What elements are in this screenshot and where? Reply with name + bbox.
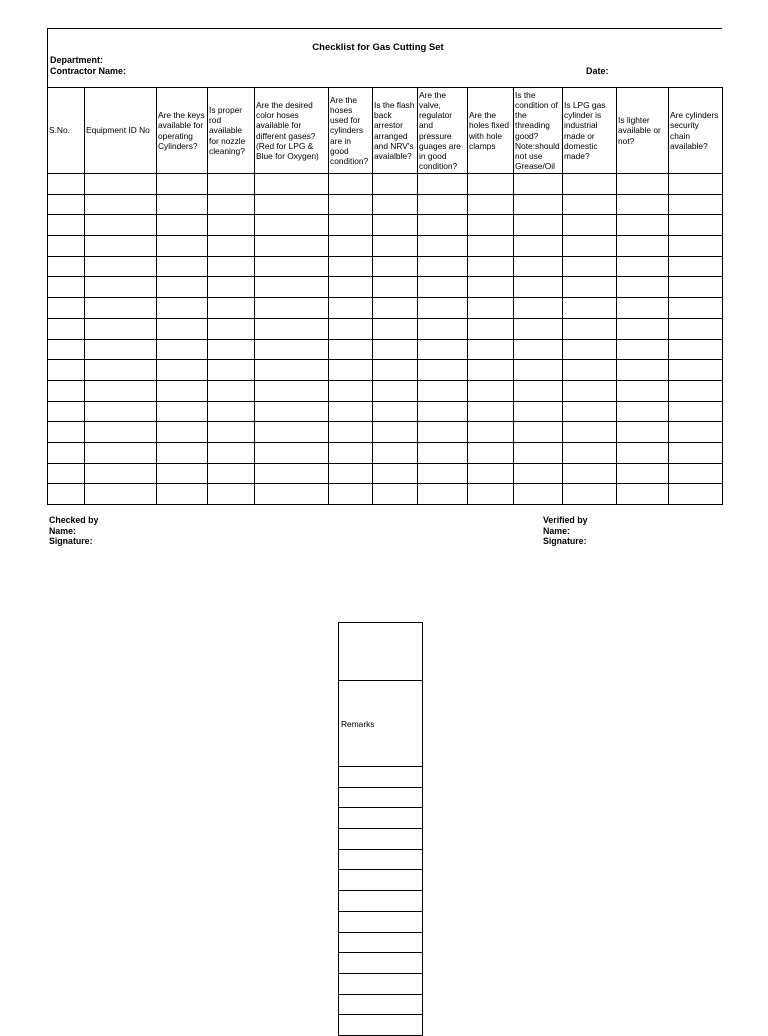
table-cell[interactable] — [418, 318, 468, 339]
table-row — [48, 380, 723, 401]
table-cell[interactable] — [468, 442, 514, 463]
table-cell[interactable] — [85, 442, 157, 463]
table-cell[interactable] — [617, 442, 669, 463]
table-cell[interactable] — [563, 401, 617, 422]
table-cell[interactable] — [468, 463, 514, 484]
table-cell[interactable] — [617, 380, 669, 401]
table-cell[interactable] — [329, 463, 373, 484]
checked-by-name-label: Name: — [49, 525, 76, 536]
table-cell[interactable] — [563, 463, 617, 484]
table-cell[interactable] — [208, 236, 255, 257]
table-cell[interactable] — [617, 484, 669, 505]
column-header: S.No. — [48, 88, 85, 174]
table-cell[interactable] — [329, 318, 373, 339]
table-cell[interactable] — [329, 360, 373, 381]
remarks-table — [338, 622, 423, 1036]
remarks-row — [339, 849, 423, 870]
table-cell[interactable] — [514, 236, 563, 257]
table-cell[interactable] — [514, 174, 563, 195]
table-cell[interactable] — [255, 215, 329, 236]
table-cell[interactable] — [514, 463, 563, 484]
table-cell[interactable] — [563, 360, 617, 381]
table-cell[interactable] — [669, 256, 723, 277]
table-cell[interactable] — [669, 442, 723, 463]
remarks-row — [339, 891, 423, 912]
table-cell[interactable] — [373, 236, 418, 257]
table-cell[interactable] — [563, 236, 617, 257]
verified-by-block — [543, 515, 588, 547]
remarks-cell[interactable] — [339, 911, 423, 932]
form-title: Checklist for Gas Cutting Set — [312, 42, 444, 53]
remarks-cell[interactable] — [339, 994, 423, 1015]
table-cell[interactable] — [514, 277, 563, 298]
table-cell[interactable] — [329, 298, 373, 319]
table-row — [48, 442, 723, 463]
table-cell[interactable] — [48, 256, 85, 277]
table-cell[interactable] — [255, 463, 329, 484]
table-cell[interactable] — [329, 215, 373, 236]
table-cell[interactable] — [48, 463, 85, 484]
remarks-row — [339, 767, 423, 788]
table-row — [48, 339, 723, 360]
table-cell[interactable] — [373, 380, 418, 401]
table-cell[interactable] — [514, 401, 563, 422]
table-cell[interactable] — [255, 318, 329, 339]
checked-by-heading: Checked by — [49, 515, 99, 525]
table-cell[interactable] — [208, 194, 255, 215]
table-cell[interactable] — [48, 442, 85, 463]
table-cell[interactable] — [563, 215, 617, 236]
table-cell[interactable] — [373, 401, 418, 422]
table-cell[interactable] — [669, 194, 723, 215]
table-cell[interactable] — [157, 215, 208, 236]
table-cell[interactable] — [85, 380, 157, 401]
remarks-row — [339, 973, 423, 994]
table-cell[interactable] — [669, 236, 723, 257]
table-cell[interactable] — [468, 174, 514, 195]
table-cell[interactable] — [468, 298, 514, 319]
table-cell[interactable] — [563, 422, 617, 443]
table-cell[interactable] — [563, 484, 617, 505]
table-cell[interactable] — [255, 442, 329, 463]
table-cell[interactable] — [514, 256, 563, 277]
table-cell[interactable] — [514, 360, 563, 381]
table-cell[interactable] — [617, 360, 669, 381]
table-cell[interactable] — [468, 360, 514, 381]
table-cell[interactable] — [208, 463, 255, 484]
table-cell[interactable] — [373, 215, 418, 236]
table-row — [48, 174, 723, 195]
table-cell[interactable] — [373, 339, 418, 360]
table-cell[interactable] — [208, 215, 255, 236]
table-cell[interactable] — [617, 277, 669, 298]
table-cell[interactable] — [48, 174, 85, 195]
table-cell[interactable] — [255, 277, 329, 298]
table-cell[interactable] — [329, 174, 373, 195]
table-cell[interactable] — [85, 484, 157, 505]
table-cell[interactable] — [208, 277, 255, 298]
table-cell[interactable] — [468, 380, 514, 401]
remarks-row — [339, 953, 423, 974]
table-row — [48, 194, 723, 215]
remarks-cell[interactable] — [339, 808, 423, 829]
table-row — [48, 298, 723, 319]
table-cell[interactable] — [48, 401, 85, 422]
form-header — [47, 28, 722, 87]
remarks-cell[interactable] — [339, 953, 423, 974]
table-cell[interactable] — [208, 422, 255, 443]
table-row — [48, 422, 723, 443]
table-cell[interactable] — [255, 236, 329, 257]
table-cell[interactable] — [418, 484, 468, 505]
table-cell[interactable] — [418, 339, 468, 360]
table-cell[interactable] — [617, 256, 669, 277]
table-cell[interactable] — [48, 339, 85, 360]
table-cell[interactable] — [85, 422, 157, 443]
table-cell[interactable] — [373, 256, 418, 277]
table-cell[interactable] — [208, 380, 255, 401]
remarks-row — [339, 994, 423, 1015]
table-cell[interactable] — [617, 401, 669, 422]
table-cell[interactable] — [373, 194, 418, 215]
verified-by-signature-label: Signature: — [543, 536, 587, 547]
table-cell[interactable] — [563, 194, 617, 215]
table-cell[interactable] — [563, 339, 617, 360]
table-cell[interactable] — [85, 256, 157, 277]
table-cell[interactable] — [329, 236, 373, 257]
table-cell[interactable] — [157, 236, 208, 257]
table-cell[interactable] — [373, 277, 418, 298]
table-cell[interactable] — [85, 339, 157, 360]
table-cell[interactable] — [48, 194, 85, 215]
table-row — [48, 277, 723, 298]
table-cell[interactable] — [85, 194, 157, 215]
table-cell[interactable] — [255, 422, 329, 443]
table-cell[interactable] — [85, 463, 157, 484]
table-cell[interactable] — [418, 360, 468, 381]
table-cell[interactable] — [669, 174, 723, 195]
table-cell[interactable] — [514, 215, 563, 236]
table-row — [48, 463, 723, 484]
table-cell[interactable] — [329, 484, 373, 505]
table-cell[interactable] — [255, 298, 329, 319]
table-cell[interactable] — [514, 484, 563, 505]
remarks-row — [339, 932, 423, 953]
table-cell[interactable] — [255, 484, 329, 505]
column-header: Is LPG gas cylinder is industrial made or domestic made? — [563, 88, 617, 174]
remarks-row — [339, 829, 423, 850]
table-cell[interactable] — [48, 484, 85, 505]
table-cell[interactable] — [255, 380, 329, 401]
table-cell[interactable] — [255, 256, 329, 277]
table-cell[interactable] — [514, 298, 563, 319]
table-cell[interactable] — [669, 380, 723, 401]
table-cell[interactable] — [563, 298, 617, 319]
table-cell[interactable] — [468, 236, 514, 257]
table-cell[interactable] — [373, 484, 418, 505]
remarks-cell[interactable] — [339, 767, 423, 788]
table-cell[interactable] — [48, 215, 85, 236]
table-cell[interactable] — [208, 256, 255, 277]
table-cell[interactable] — [418, 380, 468, 401]
table-cell[interactable] — [617, 463, 669, 484]
table-cell[interactable] — [329, 339, 373, 360]
table-cell[interactable] — [85, 277, 157, 298]
table-cell[interactable] — [669, 463, 723, 484]
table-row — [48, 484, 723, 505]
table-cell[interactable] — [157, 318, 208, 339]
table-cell[interactable] — [418, 174, 468, 195]
table-cell[interactable] — [255, 194, 329, 215]
table-cell[interactable] — [563, 256, 617, 277]
table-cell[interactable] — [514, 194, 563, 215]
table-cell[interactable] — [468, 484, 514, 505]
table-cell[interactable] — [468, 194, 514, 215]
table-cell[interactable] — [48, 236, 85, 257]
table-cell[interactable] — [373, 360, 418, 381]
table-cell[interactable] — [85, 401, 157, 422]
table-cell[interactable] — [208, 484, 255, 505]
remarks-cell[interactable] — [339, 787, 423, 808]
table-cell[interactable] — [514, 339, 563, 360]
table-cell[interactable] — [329, 256, 373, 277]
table-cell[interactable] — [329, 401, 373, 422]
contractor-name-label: Contractor Name: — [50, 66, 127, 76]
table-cell[interactable] — [418, 401, 468, 422]
table-cell[interactable] — [468, 401, 514, 422]
column-header: Are the valve, regulator and pressure guages are in good condition? — [418, 88, 468, 174]
table-cell[interactable] — [418, 277, 468, 298]
table-cell[interactable] — [157, 298, 208, 319]
checked-by-block — [49, 515, 98, 547]
table-cell[interactable] — [669, 360, 723, 381]
table-cell[interactable] — [157, 194, 208, 215]
table-row — [48, 215, 723, 236]
table-cell[interactable] — [669, 422, 723, 443]
table-cell[interactable] — [418, 422, 468, 443]
table-row — [48, 401, 723, 422]
table-cell[interactable] — [329, 380, 373, 401]
table-cell[interactable] — [669, 318, 723, 339]
table-cell[interactable] — [669, 277, 723, 298]
table-cell[interactable] — [157, 401, 208, 422]
table-cell[interactable] — [418, 256, 468, 277]
remarks-row — [339, 911, 423, 932]
table-cell[interactable] — [255, 339, 329, 360]
table-cell[interactable] — [157, 360, 208, 381]
table-cell[interactable] — [617, 298, 669, 319]
table-cell[interactable] — [157, 339, 208, 360]
column-header: Are the hoses used for cylinders are in good condition? — [329, 88, 373, 174]
table-cell[interactable] — [157, 422, 208, 443]
table-cell[interactable] — [468, 215, 514, 236]
table-cell[interactable] — [514, 422, 563, 443]
table-cell[interactable] — [563, 318, 617, 339]
table-cell[interactable] — [48, 318, 85, 339]
table-cell[interactable] — [208, 339, 255, 360]
table-cell[interactable] — [418, 442, 468, 463]
table-cell[interactable] — [617, 339, 669, 360]
verified-by-heading: Verified by — [543, 515, 588, 525]
table-cell[interactable] — [373, 174, 418, 195]
table-cell[interactable] — [85, 318, 157, 339]
table-row — [48, 318, 723, 339]
table-cell[interactable] — [48, 422, 85, 443]
table-cell[interactable] — [208, 318, 255, 339]
table-cell[interactable] — [468, 277, 514, 298]
table-cell[interactable] — [48, 277, 85, 298]
table-cell[interactable] — [85, 174, 157, 195]
checklist-table — [47, 87, 723, 505]
table-cell[interactable] — [329, 194, 373, 215]
remarks-row — [339, 787, 423, 808]
department-label: Department: — [50, 55, 104, 65]
table-cell[interactable] — [208, 298, 255, 319]
checked-by-signature-label: Signature: — [49, 536, 93, 547]
table-cell[interactable] — [85, 360, 157, 381]
remarks-cell[interactable] — [339, 849, 423, 870]
remarks-cell[interactable] — [339, 891, 423, 912]
table-cell[interactable] — [329, 422, 373, 443]
column-header: Are the keys available for operating Cylinders? — [157, 88, 208, 174]
table-cell[interactable] — [669, 484, 723, 505]
column-header: Are the holes fixed with hole clamps — [468, 88, 514, 174]
table-cell[interactable] — [48, 380, 85, 401]
column-header: Is lighter available or not? — [617, 88, 669, 174]
table-cell[interactable] — [617, 194, 669, 215]
table-cell[interactable] — [669, 298, 723, 319]
verified-by-name-label: Name: — [543, 525, 570, 536]
table-cell[interactable] — [373, 318, 418, 339]
table-cell[interactable] — [468, 318, 514, 339]
table-cell[interactable] — [157, 277, 208, 298]
table-cell[interactable] — [157, 174, 208, 195]
table-cell[interactable] — [157, 484, 208, 505]
table-cell[interactable] — [563, 277, 617, 298]
table-cell[interactable] — [329, 442, 373, 463]
column-header: Equipment ID No — [85, 88, 157, 174]
table-cell[interactable] — [157, 380, 208, 401]
table-cell[interactable] — [48, 298, 85, 319]
table-cell[interactable] — [617, 422, 669, 443]
table-cell[interactable] — [418, 463, 468, 484]
table-cell[interactable] — [208, 401, 255, 422]
table-row — [48, 360, 723, 381]
table-cell[interactable] — [514, 380, 563, 401]
table-row — [48, 236, 723, 257]
table-cell[interactable] — [255, 360, 329, 381]
remarks-row — [339, 870, 423, 891]
table-cell[interactable] — [468, 339, 514, 360]
table-cell[interactable] — [373, 422, 418, 443]
table-cell[interactable] — [669, 339, 723, 360]
remarks-cell[interactable] — [339, 829, 423, 850]
table-cell[interactable] — [418, 215, 468, 236]
table-cell[interactable] — [563, 442, 617, 463]
table-cell[interactable] — [157, 463, 208, 484]
column-header: Is the condition of the threading good? Note:should not use Grease/Oil — [514, 88, 563, 174]
table-cell[interactable] — [563, 174, 617, 195]
table-cell[interactable] — [48, 360, 85, 381]
table-cell[interactable] — [514, 318, 563, 339]
date-label: Date: — [586, 66, 609, 76]
table-cell[interactable] — [418, 298, 468, 319]
remarks-cell[interactable] — [339, 932, 423, 953]
table-cell[interactable] — [617, 236, 669, 257]
table-cell[interactable] — [373, 298, 418, 319]
column-header: Is proper rod available for nozzle cleaning? — [208, 88, 255, 174]
table-cell[interactable] — [157, 442, 208, 463]
table-cell[interactable] — [208, 174, 255, 195]
table-cell[interactable] — [255, 401, 329, 422]
table-cell[interactable] — [514, 442, 563, 463]
table-cell[interactable] — [85, 236, 157, 257]
remarks-cell[interactable] — [339, 870, 423, 891]
column-header: Is the flash back arrestor arranged and NRV's avaialble? — [373, 88, 418, 174]
table-cell[interactable] — [468, 256, 514, 277]
table-cell[interactable] — [669, 215, 723, 236]
table-cell[interactable] — [418, 194, 468, 215]
table-row — [48, 256, 723, 277]
remarks-cell[interactable] — [339, 973, 423, 994]
table-cell[interactable] — [208, 360, 255, 381]
table-cell[interactable] — [329, 277, 373, 298]
table-cell[interactable] — [208, 442, 255, 463]
table-cell[interactable] — [468, 422, 514, 443]
column-header: Are the desired color hoses available for different gases? (Red for LPG & Blue for Oxygen) — [255, 88, 329, 174]
table-cell[interactable] — [669, 401, 723, 422]
table-header-row — [48, 88, 723, 174]
table-cell[interactable] — [418, 236, 468, 257]
table-cell[interactable] — [85, 298, 157, 319]
remarks-row — [339, 1015, 423, 1036]
table-cell[interactable] — [373, 442, 418, 463]
table-cell[interactable] — [563, 380, 617, 401]
remarks-row — [339, 808, 423, 829]
column-header: Are cylinders security chain available? — [669, 88, 723, 174]
table-cell[interactable] — [157, 256, 208, 277]
table-cell[interactable] — [373, 463, 418, 484]
table-cell[interactable] — [617, 318, 669, 339]
table-cell[interactable] — [255, 174, 329, 195]
table-cell[interactable] — [617, 215, 669, 236]
table-cell[interactable] — [617, 174, 669, 195]
table-cell[interactable] — [85, 215, 157, 236]
remarks-header: Remarks — [339, 681, 423, 767]
remarks-blank-cell — [339, 622, 423, 681]
remarks-cell[interactable] — [339, 1015, 423, 1036]
